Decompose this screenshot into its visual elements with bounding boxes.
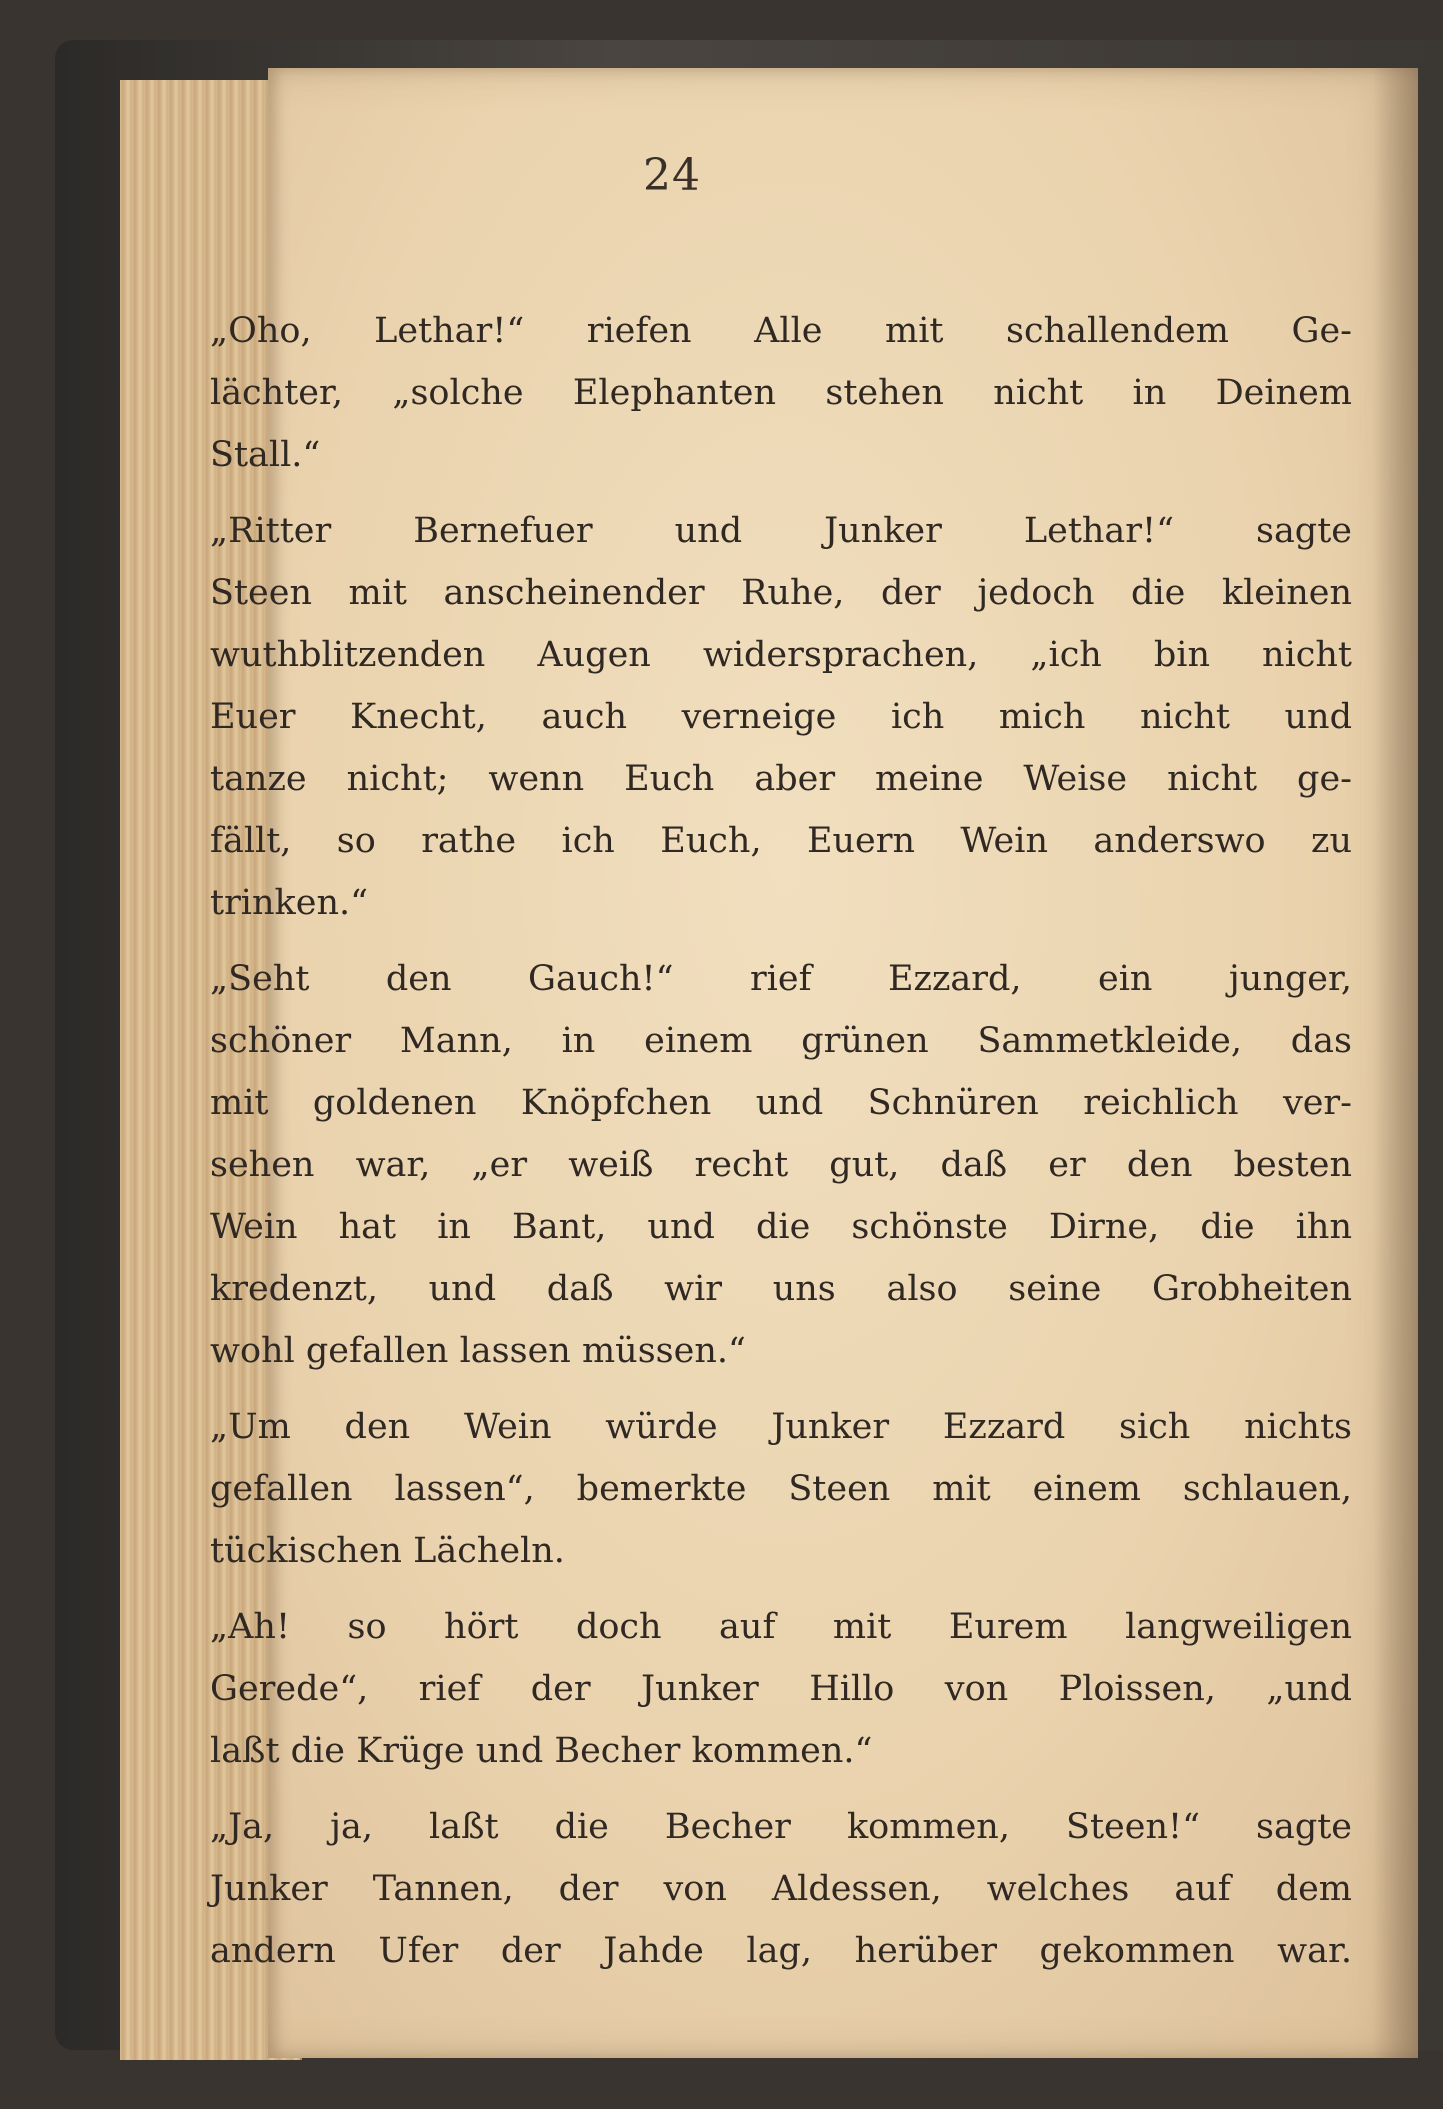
text-line: tanze nicht; wenn Euch aber meine Weise nicht ge- bbox=[210, 759, 1352, 799]
text-line: tückischen Lächeln. bbox=[210, 1531, 565, 1571]
page-number: 24 bbox=[643, 150, 701, 201]
text-line: laßt die Krüge und Becher kommen.“ bbox=[210, 1731, 873, 1771]
text-line: Euer Knecht, auch verneige ich mich nicht und bbox=[210, 697, 1352, 737]
page-gutter-shadow bbox=[1373, 68, 1418, 2058]
page-text bbox=[210, 300, 1352, 1996]
text-line: Gerede“, rief der Junker Hillo von Ploissen, „und bbox=[210, 1669, 1352, 1709]
paragraph bbox=[210, 1396, 1352, 1582]
paragraph bbox=[210, 1596, 1352, 1782]
text-line: andern Ufer der Jahde lag, herüber gekommen war. bbox=[210, 1931, 1352, 1971]
text-line: Junker Tannen, der von Aldessen, welches auf dem bbox=[210, 1869, 1352, 1909]
text-line: wuthblitzenden Augen widersprachen, „ich bin nicht bbox=[210, 635, 1352, 675]
paragraph bbox=[210, 500, 1352, 934]
paragraph bbox=[210, 300, 1352, 486]
text-line: trinken.“ bbox=[210, 883, 369, 923]
text-line: wohl gefallen lassen müssen.“ bbox=[210, 1331, 746, 1371]
text-line: mit goldenen Knöpfchen und Schnüren reichlich ver- bbox=[210, 1083, 1352, 1123]
text-line: sehen war, „er weiß recht gut, daß er den besten bbox=[210, 1145, 1352, 1185]
text-line: „Ritter Bernefuer und Junker Lethar!“ sagte bbox=[210, 511, 1352, 551]
text-line: fällt, so rathe ich Euch, Euern Wein anderswo zu bbox=[210, 821, 1352, 861]
text-line: „Ja, ja, laßt die Becher kommen, Steen!“ sagte bbox=[210, 1807, 1352, 1847]
text-line: schöner Mann, in einem grünen Sammetkleide, das bbox=[210, 1021, 1352, 1061]
paragraph bbox=[210, 1796, 1352, 1982]
text-line: „Seht den Gauch!“ rief Ezzard, ein junger, bbox=[210, 959, 1352, 999]
text-line: Stall.“ bbox=[210, 435, 321, 475]
text-line: kredenzt, und daß wir uns also seine Grobheiten bbox=[210, 1269, 1352, 1309]
text-line: gefallen lassen“, bemerkte Steen mit einem schlauen, bbox=[210, 1469, 1352, 1509]
paragraph bbox=[210, 948, 1352, 1382]
text-line: „Oho, Lethar!“ riefen Alle mit schallendem Ge- bbox=[210, 311, 1352, 351]
text-line: Wein hat in Bant, und die schönste Dirne, die ihn bbox=[210, 1207, 1352, 1247]
text-line: „Um den Wein würde Junker Ezzard sich nichts bbox=[210, 1407, 1352, 1447]
text-line: Steen mit anscheinender Ruhe, der jedoch die kleinen bbox=[210, 573, 1352, 613]
text-line: „Ah! so hört doch auf mit Eurem langweiligen bbox=[210, 1607, 1352, 1647]
text-line: lächter, „solche Elephanten stehen nicht in Deinem bbox=[210, 373, 1352, 413]
